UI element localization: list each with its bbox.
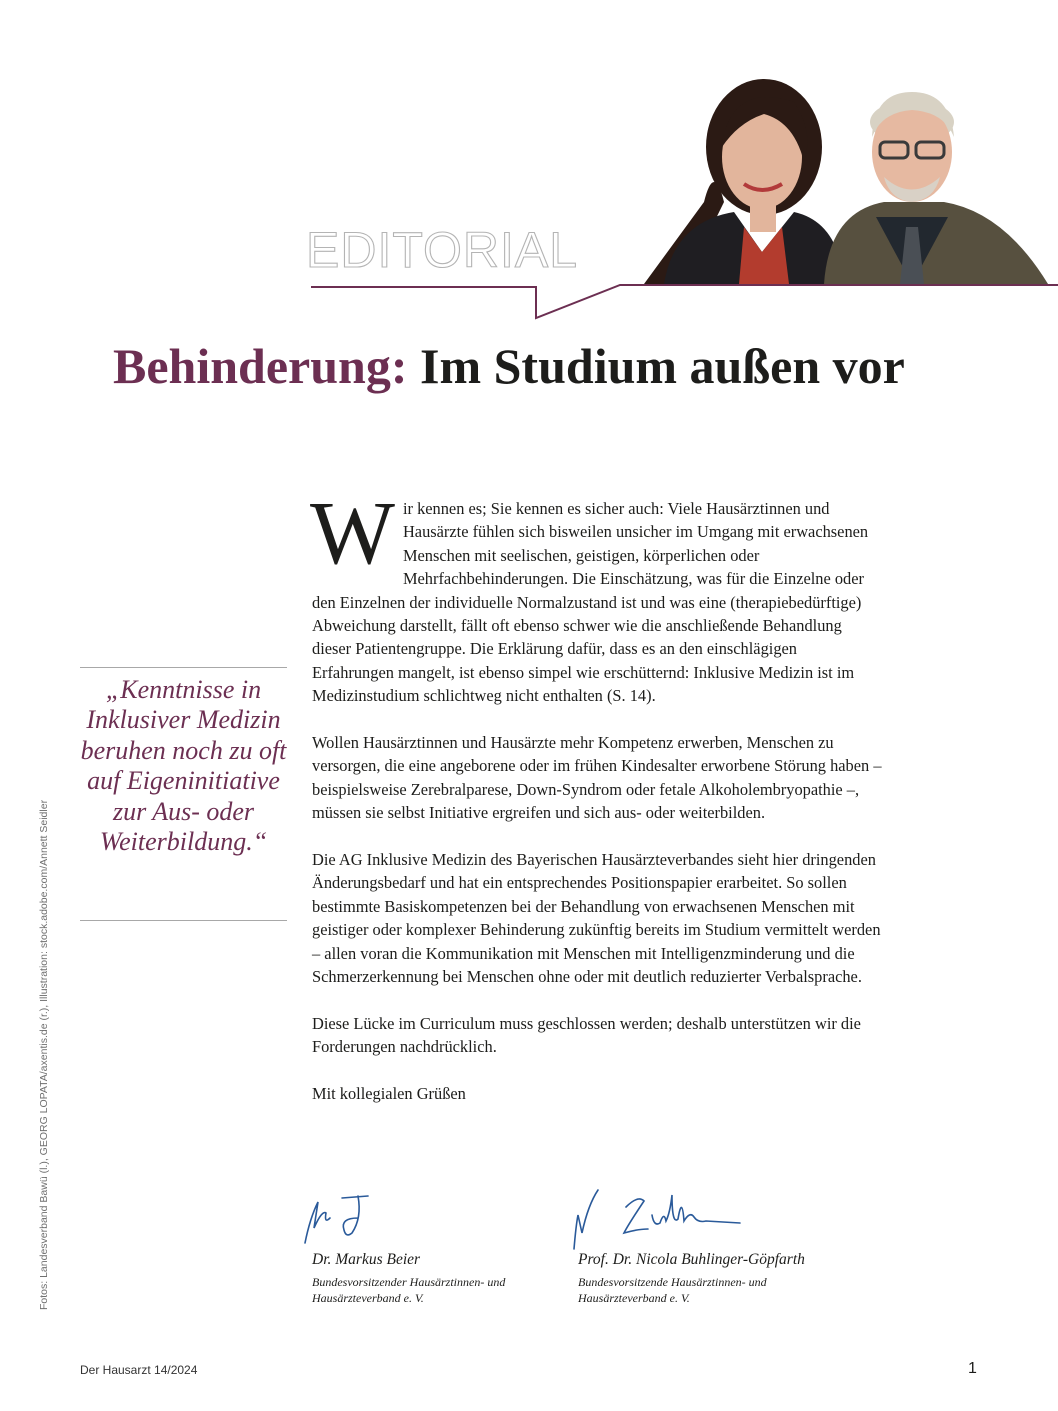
handwritten-signature-icon [300,1188,390,1248]
paragraph-3: Die AG Inklusive Medizin des Bayerischen Hausärzteverbandes sieht hier dringenden Änderungsbedarf und hat ein entsprechendes Positionspapier erarbeitet. So sollen bestimmte Basiskompetenzen bei der Behandlung von erwachsenen Menschen mit geistiger oder komplexer Behinderung zukünftig bereits im Studium vermittelt werden – allen voran die Kommunikation mit Menschen mit Intelligenzminderung und die Schmerzerkennung bei Menschen ohne oder mit deutlich reduzierter Verbalsprache. [312,850,881,987]
paragraph-1-text: ir kennen es; Sie kennen es sicher auch: Viele Hausärztinnen und Hausärzte fühlen sich bisweilen unsicher im Umgang mit erwachsenen Menschen mit seelischen, geistigen, körperlichen oder Mehrfachbehinderungen. Die Einschätzung, was für die Einzelne oder den Einzelnen der individuelle Normalzustand ist und was eine (therapiebedürftige) Abweichung darstellt, fällt oft ebenso schwer wie die anschließende Behandlung dieser Patientengruppe. Die Erklärung dafür, dass es an den einschlägigen Erfahrungen mangelt, ist ebenso simpel wie erschütternd: Inklusive Medizin ist im Medizinstudium schlichtweg nicht enthalten (S. 14). [312,499,869,706]
page-number: 1 [968,1360,977,1377]
signer-role: Bundesvorsitzender Hausärztinnen- und Hausärzteverband e. V. [312,1275,506,1305]
signer-name: Dr. Markus Beier [312,1251,421,1268]
paragraph-2: Wollen Hausärztinnen und Hausärzte mehr Kompetenz erwerben, Menschen zu versorgen, die eine angeborene oder im frühen Kindesalter erworbene Störung haben – beispielsweise Zerebralparese, Down-Syndrom oder fetale Alkoholembryopathie –, müssen sie selbst Initiative ergreifen und sich aus- oder weiterbilden. [312,733,882,823]
dropcap: W [310,484,395,583]
article-body [310,484,882,1129]
greeting: Mit kollegialen Grüßen [312,1084,466,1104]
pull-quote: „Kenntnisse in Inklusiver Medizin beruhen noch zu oft auf Eigeninitiative zur Aus- oder Weiterbildung.“ [80,667,287,921]
section-label: EDITORIAL [306,222,579,278]
signer-1 [312,1250,542,1306]
signer-2 [578,1250,808,1306]
page-title [113,336,1013,396]
handwritten-signature-icon [568,1185,748,1255]
title-keyword: Behinderung: [113,338,408,394]
title-rest: Im Studium außen vor [420,338,905,394]
paragraph-1 [310,484,882,708]
signer-role: Bundesvorsitzende Hausärztinnen- und Hausärzteverband e. V. [578,1275,767,1305]
portrait-photo [644,52,1058,284]
paragraph-4: Diese Lücke im Curriculum muss geschlossen werden; deshalb unterstützen wir die Forderungen nachdrücklich. [312,1013,861,1057]
publication-info: Der Hausarzt 14/2024 [80,1363,198,1377]
signature-beier [300,1188,390,1248]
photo-credit: Fotos: Landesverband Bawü (l.), GEORG LOPATA/axentis.de (r.), Illustration: stock.adobe.com/Annett Seidler [38,799,50,1310]
signer-name: Prof. Dr. Nicola Buhlinger-Göpfarth [578,1251,805,1268]
portrait-illustration [644,52,1058,284]
signature-buhlinger [568,1185,748,1255]
header-rule [0,280,1058,326]
